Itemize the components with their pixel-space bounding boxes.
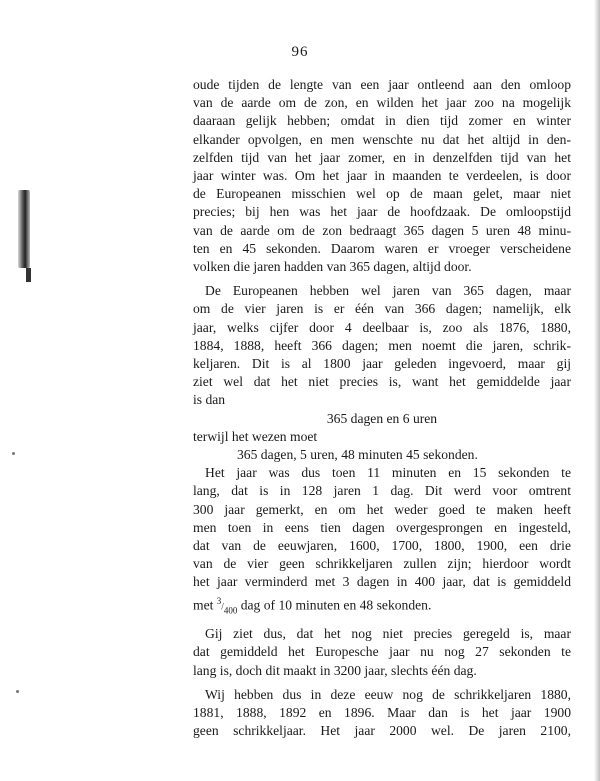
text-line: van de aarde om de zon, en wilden het jaar zoo na mogelijk xyxy=(193,95,571,111)
text-line: men toen in eens tien dagen overgesprongen en ingesteld, xyxy=(193,519,571,535)
text-line: De Europeanen hebben wel jaren van 365 dagen, maar xyxy=(205,283,571,299)
text-line: zelfden tijd van het jaar zomer, en in denzelfden tijd van het xyxy=(193,149,571,165)
paper-speck xyxy=(16,690,19,693)
text-line: volken die jaren hadden van 365 dagen, altijd door. xyxy=(193,259,472,275)
fraction-suffix: dag of 10 minuten en 48 sekonden. xyxy=(240,597,432,613)
text-line: van de vier geen schrikkeljaren zullen zijn; hierdoor wordt xyxy=(193,556,571,572)
fraction-prefix: met xyxy=(193,597,214,613)
fraction-numerator: 3 xyxy=(216,595,222,606)
text-line: de Europeanen misschien wel op de maan gelet, maar niet xyxy=(193,186,571,202)
paragraph-5 xyxy=(193,686,571,741)
paragraph-4 xyxy=(193,625,571,680)
text-line: daaraan gelijk hebben; omdat in dien tijd zomer en winter xyxy=(193,113,571,129)
text-line: is dan xyxy=(193,392,226,408)
fraction-denominator: 400 xyxy=(223,604,238,615)
binding-mark-small xyxy=(26,268,31,282)
text-line: 300 jaar gemerkt, en om het weder goed te maken heeft xyxy=(193,501,571,517)
text-line: jaar, welks cijfer door 4 deelbaar is, zoo als 1876, 1880, xyxy=(193,319,571,335)
paper-speck xyxy=(12,452,15,455)
text-line: jaar winter was. Om het jaar in maanden te verdeelen, is door xyxy=(193,168,571,184)
text-line: dat gemiddeld het Europesche jaar nu nog 27 sekonden te xyxy=(193,644,571,660)
text-line: om de vier jaren is er één van 366 dagen; namelijk, elk xyxy=(193,301,571,317)
formula: 365 dagen, 5 uren, 48 minuten 45 sekonden. xyxy=(237,447,478,463)
text-line: oude tijden de lengte van een jaar ontleend aan den omloop xyxy=(193,77,571,92)
text-line: Het jaar was dus toen 11 minuten en 15 sekonden te xyxy=(205,465,571,481)
text-line: lang is, doch dit maakt in 3200 jaar, slechts één dag. xyxy=(193,662,477,678)
text-line: precies; bij hen was het jaar de hoofdzaak. De omloopstijd xyxy=(193,204,571,220)
text-line: dat van de eeuwjaren, 1600, 1700, 1800, 1900, een drie xyxy=(193,538,571,554)
text-line: ziet wel dat het niet precies is, want het gemiddelde jaar xyxy=(193,374,571,390)
formula: 365 dagen en 6 uren xyxy=(326,410,438,426)
text-line: 1884, 1888, heeft 366 dagen; men noemt die jaren, schrik- xyxy=(193,337,571,353)
text-line: geen schrikkeljaar. Het jaar 2000 wel. De jaren 2100, xyxy=(193,723,571,739)
text-line: Gij ziet dus, dat het nog niet precies geregeld is, maar xyxy=(205,626,571,642)
paragraph-1 xyxy=(193,76,571,276)
text-line: lang, dat is in 128 jaren 1 dag. Dit werd voor omtrent xyxy=(193,483,571,499)
page-edge-shadow xyxy=(594,0,600,781)
page-number: 96 xyxy=(291,44,309,60)
text-line: het jaar verminderd met 3 dagen in 400 jaar, dat is gemiddeld xyxy=(193,574,571,590)
binding-mark xyxy=(18,190,30,268)
text-line: elkander opvolgen, en men wenschte nu dat het altijd in den- xyxy=(193,131,571,147)
text-line: van de aarde om de zon bedraagt 365 dagen 5 uren 48 minu- xyxy=(193,222,571,238)
body-text xyxy=(193,76,571,740)
paragraph-2 xyxy=(193,282,571,464)
text-line: ten en 45 sekonden. Daarom waren er vroeger verscheidene xyxy=(193,240,571,256)
text-line: terwijl het wezen moet xyxy=(193,428,318,444)
text-line: 1881, 1888, 1892 en 1896. Maar dan is het jaar 1900 xyxy=(193,704,571,720)
fraction-line: met $^3/_{400}$ dag of 10 minuten en 48 sekonden. xyxy=(193,595,432,615)
text-line: keljaren. Dit is al 1800 jaar geleden ingevoerd, maar gij xyxy=(193,356,571,372)
paragraph-3 xyxy=(193,464,571,619)
text-line: Wij hebben dus in deze eeuw nog de schrikkeljaren 1880, xyxy=(205,686,571,702)
